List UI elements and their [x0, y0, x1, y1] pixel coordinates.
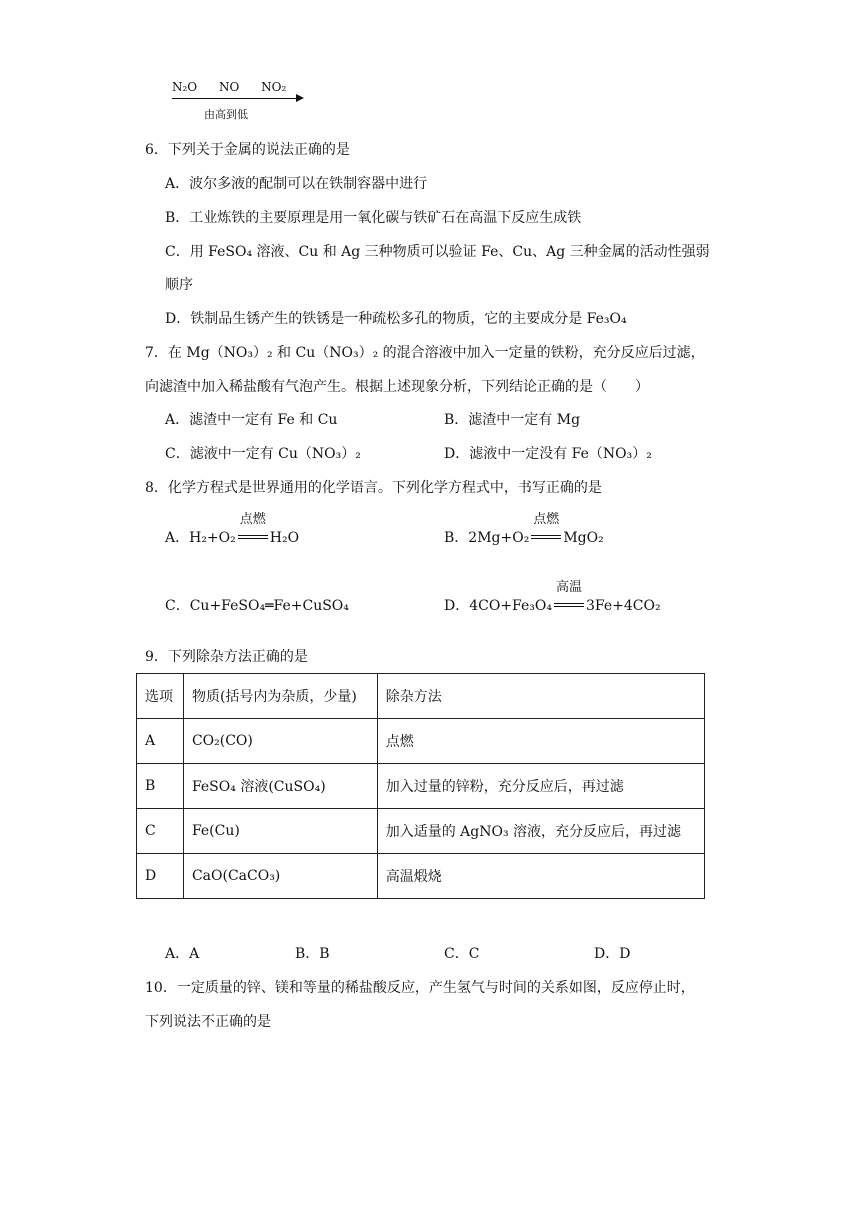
condition-label: 点燃	[239, 512, 266, 527]
equation-products: 3Fe+4CO₂	[586, 598, 661, 614]
table-row	[137, 854, 705, 899]
order-figure	[172, 80, 307, 120]
table-row	[137, 764, 705, 809]
q9-table	[136, 673, 705, 899]
q9-option-d: D．D	[594, 946, 631, 962]
q8-option-c: C．Cu+FeSO₄═Fe+CuSO₄	[165, 598, 349, 614]
q6-option-d: D．铁制品生锈产生的铁锈是一种疏松多孔的物质，它的主要成分是 Fe₃O₄	[165, 311, 627, 327]
q9-option-b: B．B	[295, 946, 330, 962]
equation-reactants: A．H₂+O₂	[165, 530, 236, 546]
q10-stem-line2: 下列说法不正确的是	[145, 1014, 271, 1030]
q6-option-c-cont: 顺序	[165, 277, 193, 293]
table-cell: 加入过量的锌粉，充分反应后，再过滤	[377, 764, 704, 809]
order-label: NO₂	[261, 80, 287, 94]
equation-reactants: D．4CO+Fe₃O₄	[444, 598, 552, 614]
table-cell: CaO(CaCO₃)	[183, 854, 377, 899]
q6-option-b: B．工业炼铁的主要原理是用一氧化碳与铁矿石在高温下反应生成铁	[165, 210, 582, 226]
reaction-condition	[531, 512, 561, 543]
table-cell: C	[137, 809, 184, 854]
table-header-cell: 选项	[137, 674, 184, 719]
q7-option-b: B．滤渣中一定有 Mg	[444, 412, 581, 428]
table-cell: D	[137, 854, 184, 899]
order-figure-labels	[172, 80, 304, 94]
order-label: NO	[218, 80, 240, 94]
table-cell: 加入适量的 AgNO₃ 溶液，充分反应后，再过滤	[377, 809, 704, 854]
table-header-cell: 除杂方法	[377, 674, 704, 719]
equation-reactants: B．2Mg+O₂	[444, 530, 530, 546]
table-cell: CO₂(CO)	[183, 719, 377, 764]
q6-stem: 6．下列关于金属的说法正确的是	[145, 142, 350, 158]
q6-option-a: A．波尔多液的配制可以在铁制容器中进行	[165, 176, 428, 192]
q9-option-c: C．C	[444, 946, 480, 962]
q8-option-d	[444, 580, 661, 614]
condition-label: 点燃	[533, 512, 560, 527]
q10-stem-line1: 10．一定质量的锌、镁和等量的稀盐酸反应，产生氢气与时间的关系如图，反应停止时，	[145, 980, 695, 996]
q8-stem: 8．化学方程式是世界通用的化学语言。下列化学方程式中，书写正确的是	[145, 480, 602, 496]
condition-label: 高温	[555, 580, 583, 595]
q8-option-a	[165, 512, 300, 546]
q8-option-b	[444, 512, 604, 546]
q6-option-c: C．用 FeSO₄ 溶液、Cu 和 Ag 三种物质可以验证 Fe、Cu、Ag 三种金属的活动性强弱	[165, 244, 710, 260]
order-label: N₂O	[172, 80, 198, 94]
table-cell: 高温煅烧	[377, 854, 704, 899]
table-cell: B	[137, 764, 184, 809]
q7-option-d: D．滤液中一定没有 Fe（NO₃）₂	[444, 446, 652, 462]
table-cell: A	[137, 719, 184, 764]
table-cell: FeSO₄ 溶液(CuSO₄)	[183, 764, 377, 809]
q9-stem: 9．下列除杂方法正确的是	[145, 649, 308, 665]
equation-products: H₂O	[269, 530, 300, 546]
table-header-row	[137, 674, 705, 719]
q7-option-c: C．滤液中一定有 Cu（NO₃）₂	[165, 446, 361, 462]
q7-option-a: A．滤渣中一定有 Fe 和 Cu	[165, 412, 338, 428]
q9-option-a: A．A	[165, 946, 200, 962]
equation-products: MgO₂	[563, 530, 604, 546]
table-cell: 点燃	[377, 719, 704, 764]
table-header-cell: 物质(括号内为杂质，少量)	[183, 674, 377, 719]
table-row	[137, 809, 705, 854]
q7-stem-line2: 向滤渣中加入稀盐酸有气泡产生。根据上述现象分析，下列结论正确的是（ ）	[145, 379, 649, 395]
order-caption: 由高到低	[204, 108, 248, 121]
arrow-right-icon	[296, 94, 304, 102]
reaction-condition	[238, 512, 268, 543]
reaction-condition	[554, 580, 584, 611]
order-axis-line	[172, 98, 300, 99]
table-row	[137, 719, 705, 764]
q7-stem-line1: 7．在 Mg（NO₃）₂ 和 Cu（NO₃）₂ 的混合溶液中加入一定量的铁粉，充分反应后过滤，	[145, 345, 705, 361]
table-cell: Fe(Cu)	[183, 809, 377, 854]
